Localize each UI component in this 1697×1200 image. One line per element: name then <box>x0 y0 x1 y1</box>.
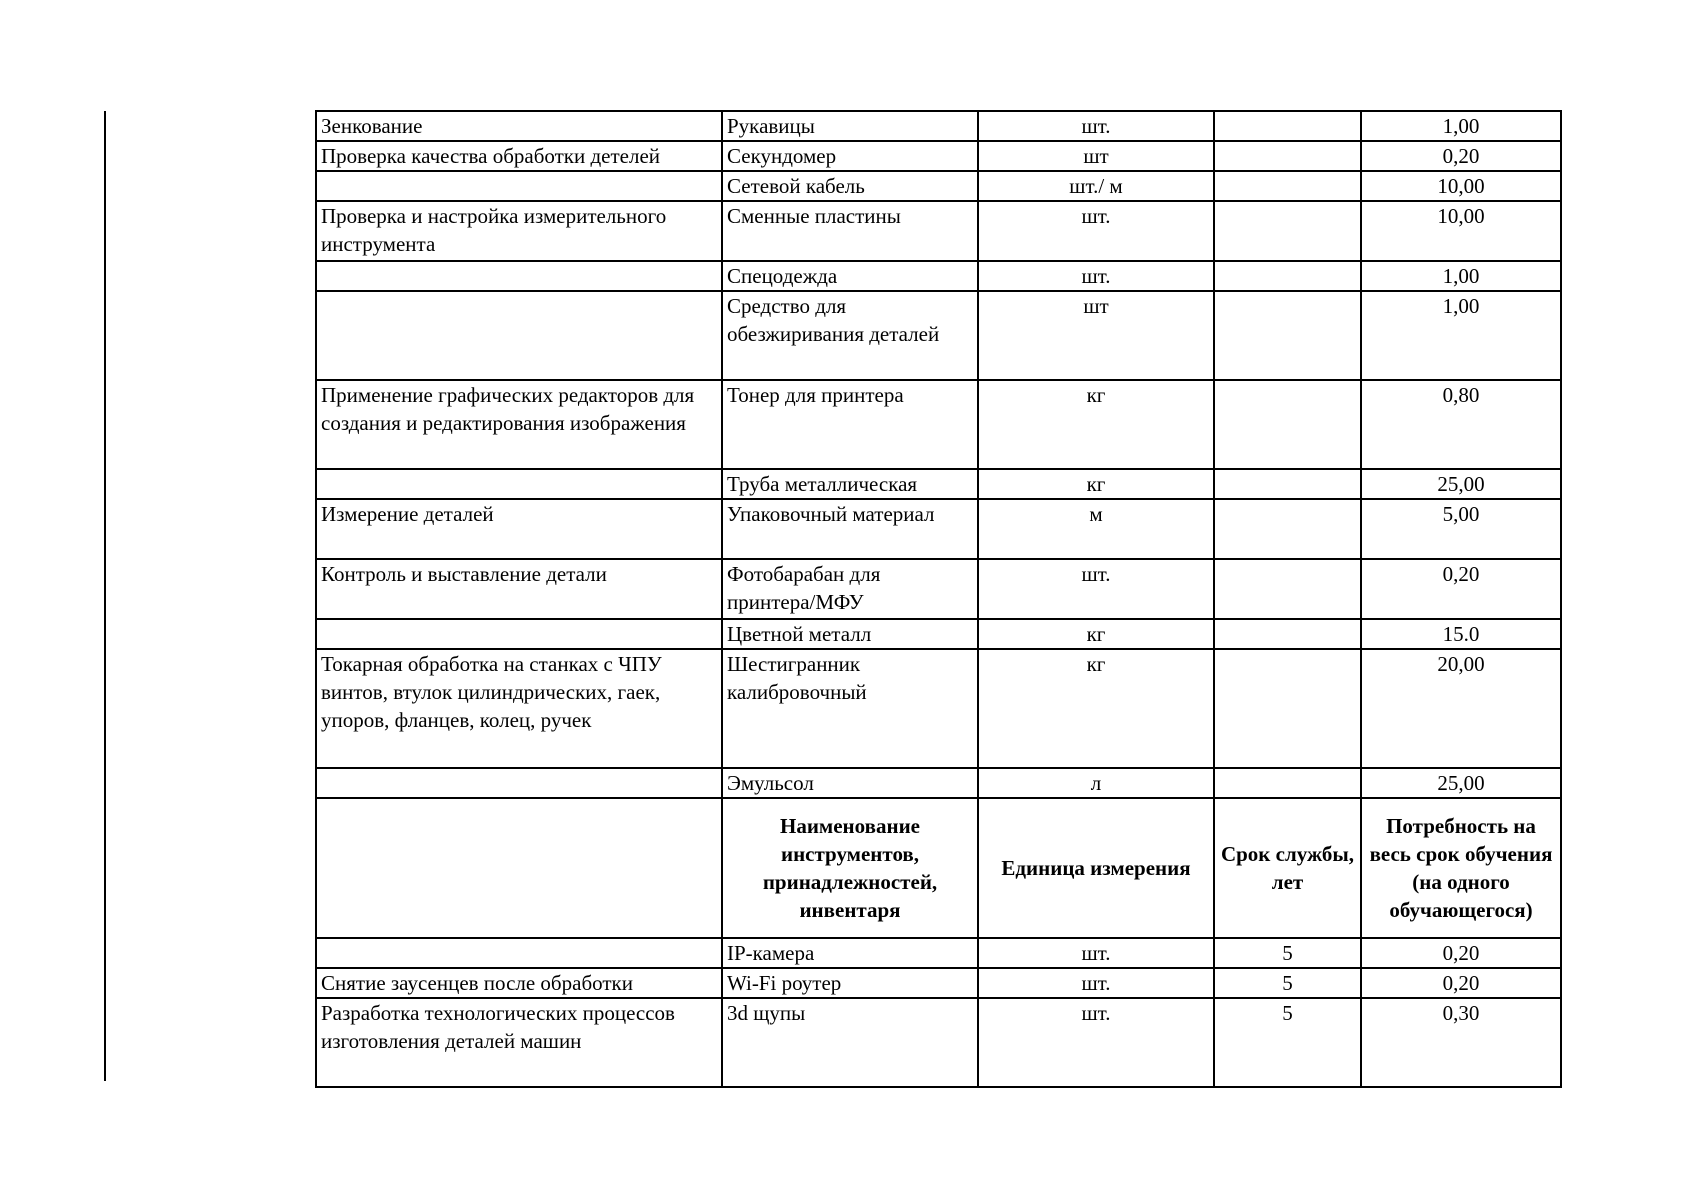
table-row <box>316 171 1561 201</box>
header-operation-cell <box>316 798 722 938</box>
service-life-cell <box>1214 499 1361 559</box>
item-cell: 3d щупы <box>722 998 978 1087</box>
quantity-cell: 15.0 <box>1361 619 1561 649</box>
unit-cell: кг <box>978 619 1214 649</box>
operation-cell <box>316 619 722 649</box>
service-life-cell <box>1214 619 1361 649</box>
unit-cell: шт. <box>978 998 1214 1087</box>
table-row <box>316 380 1561 469</box>
table-row <box>316 619 1561 649</box>
table-row <box>316 469 1561 499</box>
service-life-cell <box>1214 469 1361 499</box>
service-life-cell <box>1214 291 1361 380</box>
table-row <box>316 768 1561 798</box>
operation-cell <box>316 469 722 499</box>
header-unit-cell: Единица измерения <box>978 798 1214 938</box>
operation-cell <box>316 291 722 380</box>
quantity-cell: 0,80 <box>1361 380 1561 469</box>
operation-cell: Измерение деталей <box>316 499 722 559</box>
table-row <box>316 559 1561 619</box>
table-row <box>316 938 1561 968</box>
table-row <box>316 261 1561 291</box>
service-life-cell <box>1214 201 1361 261</box>
operation-cell <box>316 938 722 968</box>
operation-cell: Токарная обработка на станках с ЧПУ винтов, втулок цилиндрических, гаек, упоров, фланцев, колец, ручек <box>316 649 722 768</box>
service-life-cell <box>1214 141 1361 171</box>
item-cell: Секундомер <box>722 141 978 171</box>
service-life-cell: 5 <box>1214 998 1361 1087</box>
operation-cell: Проверка и настройка измерительного инструмента <box>316 201 722 261</box>
service-life-cell <box>1214 261 1361 291</box>
item-cell: Фотобарабан для принтера/МФУ <box>722 559 978 619</box>
item-cell: Цветной металл <box>722 619 978 649</box>
quantity-cell: 0,20 <box>1361 938 1561 968</box>
service-life-cell <box>1214 380 1361 469</box>
table-row <box>316 499 1561 559</box>
header-item-cell: Наименование инструментов, принадлежностей, инвентаря <box>722 798 978 938</box>
page-margin-line <box>104 111 106 1081</box>
unit-cell: шт. <box>978 111 1214 141</box>
unit-cell: шт. <box>978 938 1214 968</box>
unit-cell: шт. <box>978 261 1214 291</box>
quantity-cell: 0,20 <box>1361 141 1561 171</box>
quantity-cell: 1,00 <box>1361 111 1561 141</box>
unit-cell: шт. <box>978 201 1214 261</box>
quantity-cell: 10,00 <box>1361 171 1561 201</box>
operation-cell: Зенкование <box>316 111 722 141</box>
unit-cell: шт. <box>978 559 1214 619</box>
header-quantity-cell: Потребность на весь срок обучения (на одного обучающегося) <box>1361 798 1561 938</box>
quantity-cell: 25,00 <box>1361 469 1561 499</box>
unit-cell: шт./ м <box>978 171 1214 201</box>
unit-cell: шт <box>978 141 1214 171</box>
table-row <box>316 998 1561 1087</box>
unit-cell: кг <box>978 380 1214 469</box>
item-cell: Шестигранник калибровочный <box>722 649 978 768</box>
quantity-cell: 0,30 <box>1361 998 1561 1087</box>
tools-header-row <box>316 798 1561 938</box>
table-row <box>316 201 1561 261</box>
operation-cell: Контроль и выставление детали <box>316 559 722 619</box>
service-life-cell <box>1214 559 1361 619</box>
service-life-cell <box>1214 111 1361 141</box>
operation-cell <box>316 261 722 291</box>
table-row <box>316 968 1561 998</box>
header-service-life-cell: Срок службы, лет <box>1214 798 1361 938</box>
operation-cell <box>316 171 722 201</box>
item-cell: Упаковочный материал <box>722 499 978 559</box>
item-cell: Рукавицы <box>722 111 978 141</box>
service-life-cell <box>1214 171 1361 201</box>
service-life-cell <box>1214 768 1361 798</box>
quantity-cell: 1,00 <box>1361 291 1561 380</box>
quantity-cell: 10,00 <box>1361 201 1561 261</box>
quantity-cell: 20,00 <box>1361 649 1561 768</box>
service-life-cell: 5 <box>1214 938 1361 968</box>
service-life-cell: 5 <box>1214 968 1361 998</box>
quantity-cell: 0,20 <box>1361 559 1561 619</box>
supplies-table <box>315 110 1562 1088</box>
unit-cell: шт <box>978 291 1214 380</box>
operation-cell: Разработка технологических процессов изготовления деталей машин <box>316 998 722 1087</box>
quantity-cell: 0,20 <box>1361 968 1561 998</box>
quantity-cell: 5,00 <box>1361 499 1561 559</box>
item-cell: Средство для обезжиривания деталей <box>722 291 978 380</box>
unit-cell: л <box>978 768 1214 798</box>
table-row <box>316 649 1561 768</box>
item-cell: Труба металлическая <box>722 469 978 499</box>
unit-cell: шт. <box>978 968 1214 998</box>
quantity-cell: 1,00 <box>1361 261 1561 291</box>
item-cell: Сетевой кабель <box>722 171 978 201</box>
operation-cell: Снятие заусенцев после обработки <box>316 968 722 998</box>
unit-cell: м <box>978 499 1214 559</box>
operation-cell <box>316 768 722 798</box>
item-cell: Спецодежда <box>722 261 978 291</box>
operation-cell: Применение графических редакторов для создания и редактирования изображения <box>316 380 722 469</box>
item-cell: Wi-Fi роутер <box>722 968 978 998</box>
item-cell: Тонер для принтера <box>722 380 978 469</box>
table-row <box>316 111 1561 141</box>
table-row <box>316 291 1561 380</box>
operation-cell: Проверка качества обработки детелей <box>316 141 722 171</box>
item-cell: Эмульсол <box>722 768 978 798</box>
service-life-cell <box>1214 649 1361 768</box>
quantity-cell: 25,00 <box>1361 768 1561 798</box>
item-cell: Сменные пластины <box>722 201 978 261</box>
table-row <box>316 141 1561 171</box>
item-cell: IP-камера <box>722 938 978 968</box>
unit-cell: кг <box>978 649 1214 768</box>
unit-cell: кг <box>978 469 1214 499</box>
